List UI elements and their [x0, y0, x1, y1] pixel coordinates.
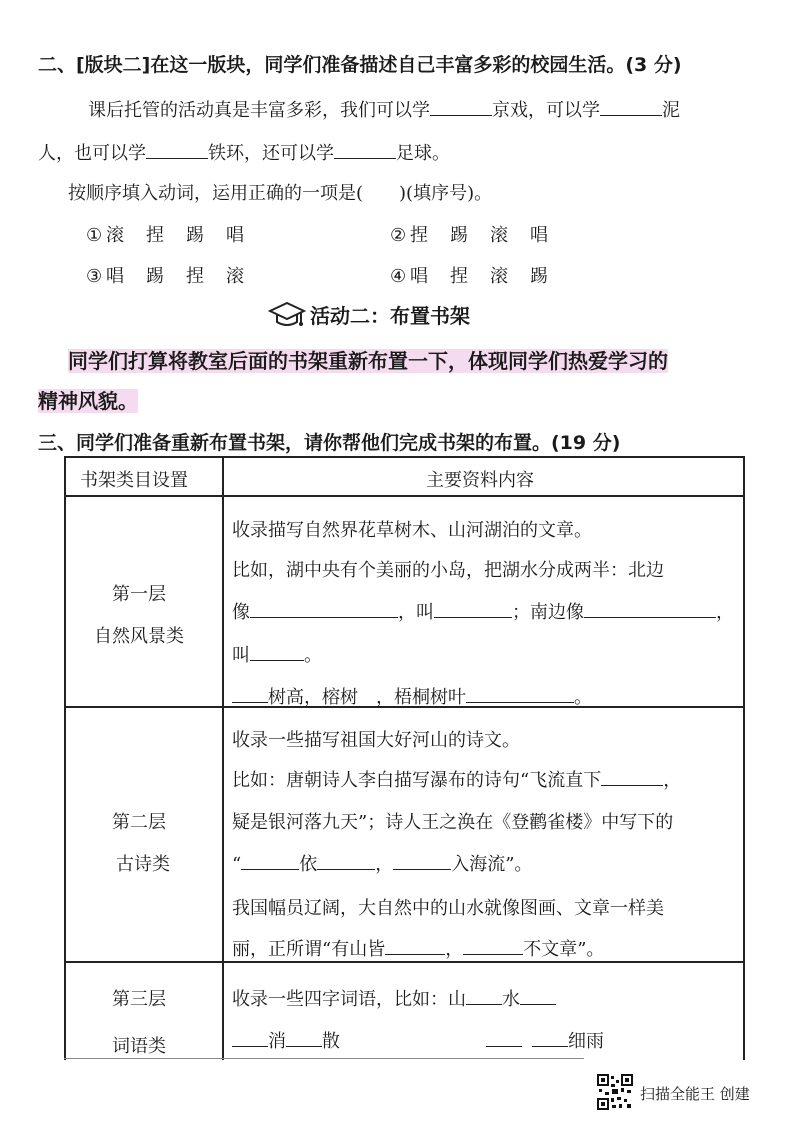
- row2-category: 古诗类: [116, 854, 170, 875]
- row2-line4: “ 依 ， 入海流”。: [232, 854, 533, 875]
- table-divider: [64, 495, 745, 497]
- row3-line2: 消 散: [232, 1027, 340, 1053]
- blank-1[interactable]: [430, 99, 492, 116]
- table-divider: [64, 961, 745, 963]
- option-3[interactable]: ③ 唱 踢 捏 滚: [86, 266, 244, 287]
- table-border-top: [64, 456, 745, 458]
- option-1[interactable]: ① 滚 捏 踢 唱: [86, 225, 244, 246]
- q2-heading: 二、[版块二]在这一版块，同学们准备描述自己丰富多彩的校园生活。(3 分): [38, 54, 682, 76]
- activity2-intro-line1: 同学们打算将教室后面的书架重新布置一下，体现同学们热爱学习的: [68, 349, 668, 373]
- blank-r2-a[interactable]: [601, 769, 663, 786]
- blank-r1-e[interactable]: [232, 686, 268, 703]
- row3-level: 第三层: [112, 989, 166, 1010]
- blank-r1-f[interactable]: [466, 686, 574, 703]
- blank-r1-d[interactable]: [250, 644, 304, 661]
- blank-3[interactable]: [146, 142, 208, 159]
- qr-code-icon: [597, 1074, 633, 1110]
- option-2[interactable]: ② 捏 踢 滚 唱: [390, 225, 548, 246]
- row3-line2-right: 细雨: [486, 1027, 604, 1053]
- row2-level: 第二层: [112, 812, 166, 833]
- table-border-bottom: [64, 1058, 584, 1059]
- blank-r1-b[interactable]: [434, 601, 512, 618]
- q2-instruction: 按顺序填入动词，运用正确的一项是( )(填序号)。: [68, 183, 493, 204]
- row2-line5: 我国幅员辽阔，大自然中的山水就像图画、文章一样美: [232, 898, 664, 919]
- option-4[interactable]: ④ 唱 捏 滚 踢: [390, 266, 548, 287]
- blank-r2-f[interactable]: [463, 938, 523, 955]
- blank-r2-d[interactable]: [393, 853, 451, 870]
- row3-category: 词语类: [112, 1036, 166, 1057]
- row1-line5: 树高，榕树 ，梧桐树叶 。: [232, 683, 592, 709]
- blank-r2-c[interactable]: [317, 853, 375, 870]
- blank-r3-d[interactable]: [286, 1030, 322, 1047]
- table-border-right: [743, 456, 745, 1060]
- blank-2[interactable]: [600, 99, 662, 116]
- blank-r2-e[interactable]: [385, 938, 445, 955]
- blank-r1-a[interactable]: [250, 601, 398, 618]
- table-header-category: 书架类目设置: [80, 470, 188, 491]
- blank-r3-a[interactable]: [466, 988, 502, 1005]
- row2-line2: 比如：唐朝诗人李白描写瀑布的诗句“飞流直下 ，: [232, 770, 682, 791]
- row1-line4: 叫 。: [232, 645, 322, 666]
- scanner-watermark: 扫描全能王 创建: [640, 1085, 750, 1103]
- row1-line1: 收录描写自然界花草树木、山河湖泊的文章。: [232, 520, 592, 541]
- row1-line2: 比如，湖中央有个美丽的小岛，把湖水分成两半：北边: [232, 560, 664, 581]
- q2-para-line2: 人，也可以学 铁环，还可以学 足球。: [38, 143, 450, 164]
- table-border-left: [64, 456, 66, 1060]
- blank-r2-b[interactable]: [241, 853, 299, 870]
- blank-r1-c[interactable]: [584, 601, 716, 618]
- q2-para-line1: 课后托管的活动真是丰富多彩，我们可以学 京戏，可以学 泥: [88, 100, 680, 121]
- blank-4[interactable]: [334, 142, 396, 159]
- row2-line3: 疑是银河落九天”；诗人王之涣在《登鹳雀楼》中写下的: [232, 812, 674, 833]
- row1-line3: 像 ，叫 ；南边像 ，: [232, 602, 734, 623]
- activity2-title: 活动二：布置书架: [268, 300, 470, 334]
- row2-line1: 收录一些描写祖国大好河山的诗文。: [232, 730, 520, 751]
- activity2-intro-line2: 精神风貌。: [38, 389, 138, 413]
- blank-r3-c[interactable]: [232, 1030, 268, 1047]
- table-header-content: 主要资料内容: [426, 470, 534, 491]
- row1-level: 第一层: [112, 584, 166, 605]
- q3-heading: 三、同学们准备重新布置书架，请你帮他们完成书架的布置。(19 分): [38, 432, 621, 454]
- row1-category: 自然风景类: [94, 626, 184, 647]
- blank-r3-b[interactable]: [520, 988, 556, 1005]
- row2-line6: 丽，正所谓“有山皆 ， 不文章”。: [232, 939, 605, 960]
- blank-r3-e[interactable]: [486, 1030, 522, 1047]
- graduation-cap-icon: [268, 301, 306, 334]
- table-column-divider: [222, 456, 224, 1060]
- blank-r3-f[interactable]: [532, 1030, 568, 1047]
- row3-line1: 收录一些四字词语，比如：山 水: [232, 985, 556, 1011]
